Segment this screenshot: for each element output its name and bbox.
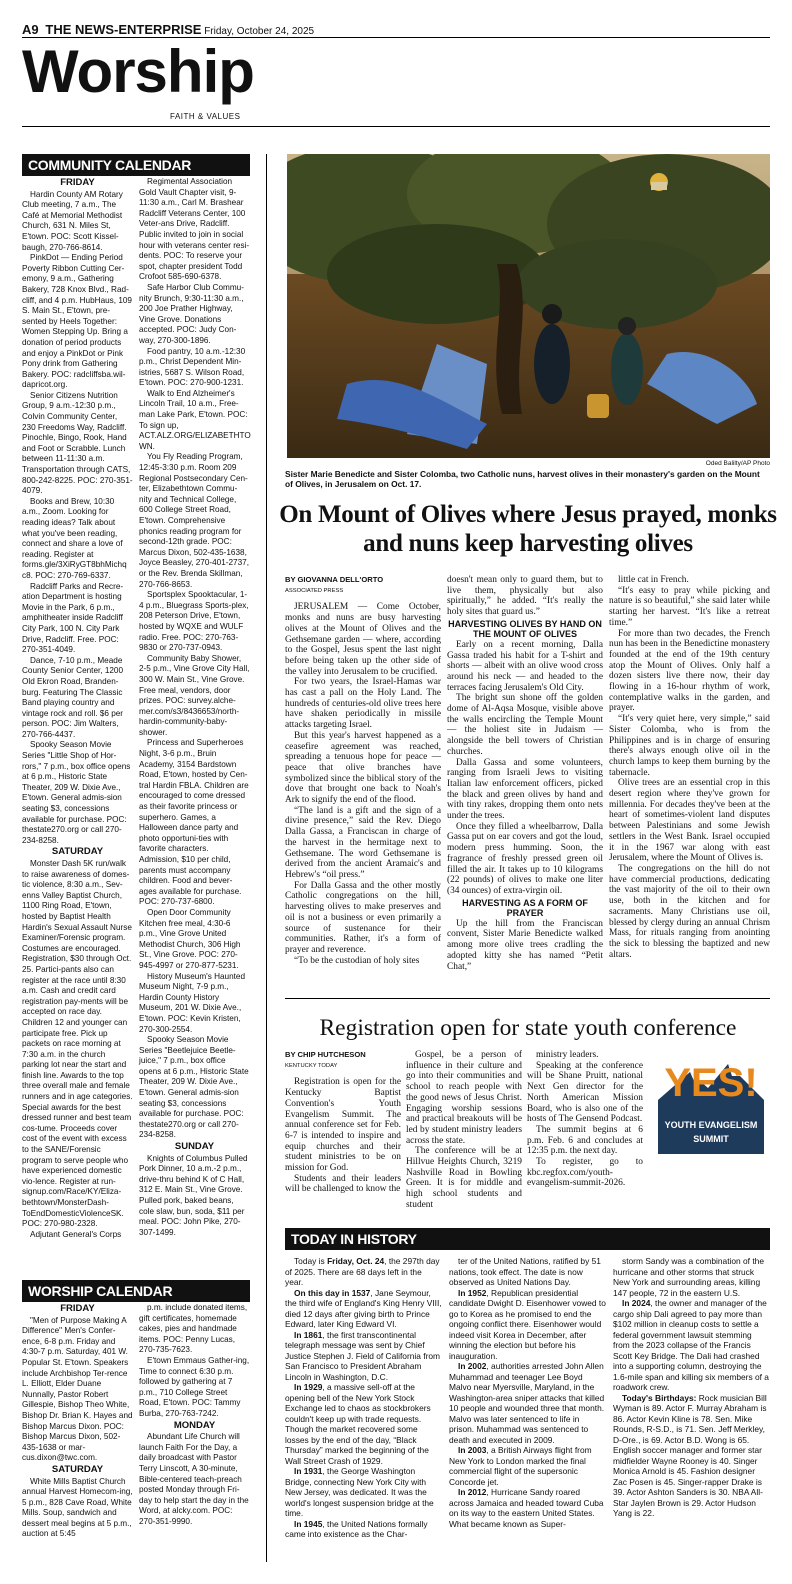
story-paragraph: The summit begins at 6 p.m. Feb. 6 and concludes at 12:35 p.m. the next day. xyxy=(527,1124,643,1157)
issue-date: Friday, October 24, 2025 xyxy=(204,26,315,37)
olives-subhead-1: HARVESTING OLIVES BY HAND ON THE MOUNT OF OLIVES xyxy=(448,618,602,639)
calendar-entry: Regimental Association Gold Vault Chapter visit, 9-11:30 a.m., Carl M. Brashear Radcliff Veterans Center, 100 Veter-ans Drive, Radcliff. Public invited to join in social hour with veterans center resi-dents. POC: To reserve your spot, chapter president Todd Crofoot 585-690-6378. xyxy=(139,177,250,282)
history-date-lead: Today's Birthdays: xyxy=(622,1392,697,1403)
calendar-entry: Adjutant General's Corps xyxy=(30,1229,122,1239)
olives-col2 xyxy=(447,575,603,972)
story-paragraph: “The land is a gift and the sign of a divine presence,” said the Rev. Diego Dalla Gassa, a Franciscan in charge of the harvest in the hermitage next to Gethsemane. The word Gethsemane is derived from the ancient Aramaic's and Hebrew's “oil press.” xyxy=(285,805,441,880)
column-divider xyxy=(266,154,267,1562)
calendar-entry: Radcliff Parks and Recre-ation Department is hosting Movie in the Park, 6 p.m., amphitheater inside Radcliff City Park, 100 N. City Park Drive, Radcliff. Free. POC: 270-351-4049. xyxy=(22,581,124,655)
olives-byline: BY GIOVANNA DELL'ORTO xyxy=(285,575,384,584)
history-text: , the United Nations formally came into existence as the Char- xyxy=(285,1518,428,1539)
history-date-lead: In 2024 xyxy=(622,1298,651,1308)
calendar-entry: Abundant Life Church will launch Faith For the Day, a daily broadcast with Pastor Terry Linscott, A 30-minute, Bible-centered teach-preach posted Monday through Fri-day to help start the day in the Word, at alcky.com. POC: 270-351-9990. xyxy=(139,1432,249,1526)
history-text: ter of the United Nations, ratified by 51 nations, took effect. The date is now observed as United Nations Day. xyxy=(449,1256,601,1287)
olives-col2-paragraphs xyxy=(447,640,603,897)
olives-col2-top: doesn't mean only to guard them, but to live them, physically but also spiritually,” he added. “It's really the holy sites that guard us.” xyxy=(447,575,603,618)
today-in-history-header: TODAY IN HISTORY xyxy=(285,1228,770,1250)
history-date-lead: In 2002 xyxy=(458,1361,487,1371)
history-text: , the George Washington Bridge, connecting New York City with New Jersey, was dedicated. It was the world's longest suspension bridge at the time. xyxy=(285,1466,434,1518)
calendar-entry: Spooky Season Movie Series "Little Shop of Hor-rors," 7 p.m., box office opens at 6 p.m., Historic State Theater, 209 W. Dixie Ave., E'town. General admis-sion seating $3, concessions available for purchase. POC: thestate270.org or call 270-234-8258. xyxy=(22,740,131,845)
page-number: A9 xyxy=(22,22,39,37)
youth-col3 xyxy=(527,1050,643,1189)
history-date-lead: In 1945 xyxy=(294,1518,323,1529)
paper-name: THE NEWS-ENTERPRISE xyxy=(45,22,202,37)
worship-calendar-col2 xyxy=(139,1303,250,1527)
calendar-entry: E'town Emmaus Gather-ing, Time to connect 6:30 p.m. followed by gathering at 7 p.m., 710 College Street Road, E'town. POC: Tammy Burba, 270-763-7242. xyxy=(139,1355,250,1418)
history-date-lead: In 2012 xyxy=(458,1487,487,1497)
story-paragraph: Olive trees are an essential crop in this desert region where they've grown for millennia. For decades they've been at the heart of sometimes-violent land disputes between Palestinians and some Jewish settlers in the West Bank. Israel occupied it in the 1967 war along with east Jerusalem, where the Mount of Olives is. xyxy=(609,778,770,864)
masthead-rule xyxy=(22,126,770,127)
history-col2 xyxy=(449,1256,606,1529)
story-paragraph: The congregations on the hill do not have commercial productions, dedicating the vast majority of the oil to their own use, both in the kitchen and for sacraments. Many Christians use oil, blessed by clergy during an annual Chrism Mass, for rituals ranging from anointing the sick to blessing the baptized and new altars. xyxy=(609,863,770,960)
olives-col1-paragraphs xyxy=(285,602,441,966)
story-paragraph: JERUSALEM — Come October, monks and nuns are busy harvesting olives at the Mount of Olives and the Gethsemane garden — where, according to the Gospel, Jesus spent the last night before being taken up the other side of the valley into Jerusalem to be crucified. xyxy=(285,602,441,677)
calendar-entry: You Fly Reading Program, 12:45-3:30 p.m. Room 209 Regional Postsecondary Cen-ter, Elizabethtown Commu-nity and Technical College, 600 College Street Road, E'town. Comprehensive phonics reading program for second-12th grade. POC: Marcus Dixon, 502-435-1638, Joyce Beasley, 270-401-2737, or the Rev. Brenda Skillman, 270-766-8653. xyxy=(139,452,249,589)
calendar-entry: Community Baby Shower, 2-5 p.m., Vine Grove City Hall, 300 W. Main St., Vine Grove. Free meal, vendors, door prizes. POC: survey.alche-mer.com/s3/8436653/north-hardin-community-baby-shower. xyxy=(139,653,250,737)
calendar-day-heading: SATURDAY xyxy=(51,1463,104,1475)
history-date-lead: In 1952 xyxy=(458,1287,487,1298)
history-text: storm Sandy was a combination of the hurricane and other storms that struck New York and surrounding areas, killing 147 people, 72 in the eastern U.S. xyxy=(613,1256,764,1298)
history-text: , the owner and manager of the cargo ship Dali agreed to pay more than $102 million in cleanup costs to settle a federal government lawsuit stemming from the 2023 collapse of the Francis Scott Key Bridge. The Dali had crashed into a supporting column, destroying the 1.6-mile span and killing six members of a roadwork crew. xyxy=(613,1298,769,1392)
story-paragraph: For more than two decades, the French nun has been in the Benedictine monastery founded at the end of the 19th century atop the Mount of Olives. Only half a dozen sisters live there now, their day flowing in a 16-hour rhythm of work, contemplative walks in the garden, and prayer. xyxy=(609,628,770,714)
yes-summit-logo xyxy=(650,1050,772,1160)
calendar-day-heading: MONDAY xyxy=(173,1419,216,1431)
olives-col2-bottom: Up the hill from the Franciscan convent, Sister Marie Benedicte walked among more olive trees cradling the adopted kitty she has named “Petit Chat,” xyxy=(447,918,603,972)
story-paragraph: “It's easy to pray while picking and nature is so beautiful,” she said later while starting her harvest. “It's like a retreat time.” xyxy=(609,585,770,628)
history-date-lead: In 2003 xyxy=(458,1445,487,1455)
calendar-entry: "Men of Purpose Making A Difference" Men's Confer-ence, 6-8 p.m. Friday and 4:30-7 p.m. Saturday, 401 W. Popular St. E'town. Speakers include Archbishop Ter-rence L. Elliott, Elder Duane Nunnally, Pastor Robert Gillespie, Bishop Theo White, Bishop Dr. Brian K. Hayes and Bishop Marcus Dixon. POC: Bishop Marcus Dixon, 502-435-1638 or mar-cus.dixon@twc.com. xyxy=(22,1315,133,1463)
youth-col1-paragraphs xyxy=(285,1077,401,1195)
calendar-entry: Knights of Columbus Pulled Pork Dinner, 10 a.m.-2 p.m., drive-thru behind K of C Hall, 312 E. Main St., Vine Grove. Pulled pork, baked beans, cole slaw, bun, soda, $11 per meal. POC: John Pike, 270-307-1499. xyxy=(139,1153,248,1237)
history-date-lead: On this day in 1537 xyxy=(294,1287,371,1298)
olives-headline: On Mount of Olives where Jesus prayed, monks and nuns keep harvesting olives xyxy=(279,501,777,557)
history-entry xyxy=(449,1288,606,1362)
story-paragraph: ministry leaders. xyxy=(536,1050,599,1060)
yes-logo-line2: SUMMIT xyxy=(693,1134,729,1144)
calendar-entry: PinkDot — Ending Period Poverty Ribbon Cutting Cer-emony, 9 a.m., Gathering Bakery, 728 Knox Blvd., Rad-cliff, and 4 p.m. HubHaus, 109 S. Main St., E'town, pre-sented by Heels Together: Women Stepping Up. Bring a donation of period products and enjoy a PinkDot or Pink Pony drink from Gathering Bakery. POC: radcliffsba.wil-dapricot.org. xyxy=(22,253,132,390)
calendar-day-heading: SATURDAY xyxy=(51,846,104,858)
story-paragraph: The conference will be at Hillvue Heights Church, 3219 Nashville Road in Bowling Green. It is for middle and high school students and student xyxy=(406,1146,522,1210)
youth-col2-paragraphs xyxy=(406,1050,522,1211)
calendar-day-heading: SUNDAY xyxy=(174,1141,215,1153)
calendar-entry: Walk to End Alzheimer's Lincoln Trail, 10 a.m., Free-man Lake Park, E'town. POC: To sign up, ACT.ALZ.ORG/ELIZABETHTO WN. xyxy=(139,388,251,451)
history-entry xyxy=(285,1382,442,1466)
calendar-entry: White Mills Baptist Church annual Harvest Homecom-ing, 5 p.m., 828 Cave Road, White Mills. Soup, sandwich and dessert meal begins at 5 p.m., auction at 5:45 xyxy=(22,1476,133,1539)
history-entry xyxy=(285,1466,442,1519)
story-paragraph: For Dalla Gassa and the other mostly Catholic congregations on the hill, harvesting olives to make preserves and oil is not a business or even primarily a source of sustenance for their communities. Rather, it's a form of prayer and reverence. xyxy=(285,880,441,955)
calendar-entry: Hardin County AM Rotary Club meeting, 7 a.m., The Café at Memorial Methodist Church, 631 N. Miles St, E'town. POC: Scott Kissel-baugh, 270-766-8614. xyxy=(22,189,123,252)
story-paragraph: But this year's harvest happened as a ceasefire agreement was reached, spreading a tenuous hope for peace — peace that olive branches have symbolized since the biblical story of the dove that brought one back to Noah's Ark to signify the end of the flood. xyxy=(285,730,441,806)
yes-logo-text: YES! xyxy=(664,1061,758,1105)
story-paragraph: Once they filled a wheelbarrow, Dalla Gassa put on ear covers and got the loud, modern press humming. Soon, the fragrance of freshly pressed green oil filled the air. It takes up to 10 kilograms (22 pounds) of olives to make one liter (34 ounces) of extra-virgin oil. xyxy=(447,821,603,896)
section-title: Worship xyxy=(22,38,254,105)
calendar-entry: Food pantry, 10 a.m.-12:30 p.m., Christ Dependent Min-istries, 5687 S. Wilson Road, E'town. POC: 270-900-1231. xyxy=(139,346,246,388)
story-paragraph: Registration is open for the Kentucky Baptist Convention's Youth Evangelism Summit. The annual conference set for Feb. 6-7 is intended to inspire and equip churches and their student ministries to be on mission for God. xyxy=(285,1077,401,1174)
olives-col1 xyxy=(285,575,441,966)
photo-caption: Sister Marie Benedicte and Sister Colomba, two Catholic nuns, harvest olives in their monastery's garden on the Mount of Olives, in Jerusalem on Oct. 17. xyxy=(285,469,760,490)
olives-subhead-2: HARVESTING AS A FORM OF PRAYER xyxy=(462,897,588,918)
history-date-lead: In 1861 xyxy=(294,1329,323,1340)
history-text: Today is xyxy=(294,1256,328,1266)
calendar-entry: Sportsplex Spooktacular, 1-4 p.m., Bluegrass Sports-plex, 208 Peterson Drive, E'town, hosted by WQXE and WULF radio. Free. POC: 270-763-9830 or 270-737-0943. xyxy=(139,590,249,653)
youth-byline: BY CHIP HUTCHESON xyxy=(285,1050,366,1059)
calendar-entry: p.m. include donated items, gift certificates, homemade cakes, pies and handmade items. POC: Penny Lucas, 270-735-7623. xyxy=(139,1303,248,1355)
story-paragraph: Students and their leaders will be challenged to know the xyxy=(285,1173,401,1195)
photo-illustration xyxy=(287,154,770,458)
youth-headline: Registration open for state youth conference xyxy=(319,1015,737,1041)
history-text: Rock musician Bill Wyman is 89. Actor F. Murray Abraham is 86. Actor Kevin Kline is 78. Sen. Mike Rounds, R-S.D., is 71. Sen. Jeff Merkley, D-Ore., is 69. Actor B.D. Wong is 65. English soccer manager and former star midfielder Wayne Rooney is 40. Singer Monica Arnold is 45. Fashion designer Zac Posen is 45. Singer-rapper Drake is 39. Actor Ashton Sanders is 30. NBA All-Star Jaylen Brown is 29. Actor Hudson Yang is 22. xyxy=(613,1392,767,1518)
history-entry xyxy=(449,1361,606,1445)
olives-byline-org: ASSOCIATED PRESS xyxy=(285,587,344,594)
history-text: , Jane Seymour, the third wife of England's King Henry VIII, died 12 days after giving birth to Prince Edward, later King Edward VI. xyxy=(285,1287,442,1329)
history-entry xyxy=(613,1298,770,1393)
story-paragraph: Speaking at the conference will be Shane Pruitt, national Next Gen director for the North American Mission Board, who is also one of the hosts of The Gensend Podcast. xyxy=(527,1060,643,1125)
story-paragraph: To register, go to kbc.regfox.com/youth-evangelism-summit-2026. xyxy=(527,1157,643,1189)
folio-line xyxy=(22,22,314,37)
calendar-entry: Monster Dash 5K run/walk to raise awareness of domes-tic violence, 8:30 a.m., Sev-enns Valley Baptist Church, 1100 Ring Road, E'town, hosted by Baptist Health Hardin's Sexual Assault Nurse Examiner/Forensic program. Costumes are encouraged. Registration, $30 through Oct. 25. Partici-pants also can register at the race until 8:30 a.m. Cash and credit card registration pay-ments will be accepted on race day. Children 12 and younger can participate free. Pick up packets on race morning at 7:30 a.m. in the church parking lot near the start and finish line. Awards to the top three overall male and female runners and in age categories. Special awards for the best dressed runner and best team cos-tume. Proceeds cover cost of the event with excess to the SANE/Forensic program to serve people who have experienced domestic vio-lence. Register at run-signup.com/Race/KY/Eliza-bethtown/MonsterDash-ToEndDomesticViolenceSK. POC: 270-980-2328. xyxy=(22,859,133,1229)
worship-calendar-header: WORSHIP CALENDAR xyxy=(22,1280,250,1302)
history-date-lead: In 1931 xyxy=(294,1466,323,1476)
history-text: , the first transcontinental telegraph message was sent by Chief Justice Stephen J. Field of California from San Francisco to President Abraham Lincoln in Washington, D.C. xyxy=(285,1329,441,1382)
history-text: , the 297th day of 2025. There are 68 days left in the year. xyxy=(285,1256,440,1287)
olives-col3 xyxy=(609,575,770,960)
olive-harvest-photo xyxy=(287,154,770,458)
community-calendar-col2 xyxy=(139,177,250,1238)
community-calendar-col1 xyxy=(22,177,133,1240)
history-entry xyxy=(285,1519,442,1540)
story-paragraph: Dalla Gassa and some volunteers, ranging from Israeli Jews to visiting Italian law enforcement officers, picked the black and green olives by hand and with tiny rakes, dropping them onto nets under the trees. xyxy=(447,757,603,822)
history-entry xyxy=(613,1256,770,1298)
worship-calendar-col1 xyxy=(22,1303,133,1540)
history-entry xyxy=(449,1487,606,1529)
history-text: , Republican presidential candidate Dwight D. Eisenhower vowed to go to Korea as he promised to end the ongoing conflict there. Eisenhower would indeed visit Korea in December, after winning the election but before his inauguration. xyxy=(449,1287,606,1361)
calendar-day-heading: FRIDAY xyxy=(60,1303,95,1314)
yes-logo-line1: YOUTH EVANGELISM xyxy=(664,1120,758,1130)
youth-byline-org: KENTUCKY TODAY xyxy=(285,1062,338,1069)
history-entry xyxy=(285,1288,442,1330)
youth-col3-paragraphs xyxy=(527,1050,643,1189)
calendar-entry: Spooky Season Movie Series "Beetlejuice Beetle-juice," 7 p.m., box office opens at 6 p.m., Historic State Theater, 209 W. Dixie Ave., E'town. General admis-sion seating $3, concessions available for purchase. POC: thestate270.org or call 270-234-8258. xyxy=(139,1035,249,1140)
olives-col3-paragraphs xyxy=(609,575,770,960)
history-text: , a British Airways flight from New York to London marked the final commercial flight of the supersonic Concorde jet. xyxy=(449,1445,592,1487)
story-paragraph: The bright sun shone off the golden dome of Al-Aqsa Mosque, visible above the walls encircling the Temple Mount — the holiest site in Judaism — alongside the bell towers of Christian churches. xyxy=(447,693,603,757)
calendar-entry: Senior Citizens Nutrition Group, 9 a.m.-12:30 p.m., Colvin Community Center, 230 Freedoms Way, Radcliff. Pinochle, Bingo, Rook, Hand and Foot or Scrabble. Lunch between 11-11:30 a.m. Transportation through CATS, 800-242-8225. POC: 270-351-4079. xyxy=(22,390,133,496)
story-divider-1 xyxy=(285,998,770,999)
history-text: , authorities arrested John Allen Muhammad and teenager Lee Boyd Malvo near Myersville, Maryland, in the Washington-area sniper attacks that killed 10 people and wounded three that month. Malvo was later sentenced to life in prison. Muhammad was sentenced to death and executed in 2009. xyxy=(449,1361,605,1445)
history-col1 xyxy=(285,1256,442,1540)
story-paragraph: Early on a recent morning, Dalla Gassa traded his habit for a T-shirt and shorts — albeit with an olive wood cross around his neck — and headed to the terraces facing Jerusalem's Old City. xyxy=(447,639,603,693)
photo-credit: Oded Balilty/AP Photo xyxy=(705,460,770,467)
history-text: , a massive sell-off at the opening bell of the New York Stock Exchange led to chaos as stockbrokers couldn't keep up with trade requests. Though the market recovered some losses by the end of the day, “Black Thursday” marked the beginning of the Wall Street Crash of 1929. xyxy=(285,1382,431,1466)
calendar-entry: Books and Brew, 10:30 a.m., Zoom. Looking for reading ideas? Talk about what you've been reading, connect and share a love of reading. Register at forms.gle/3XiRyGT8bhMichq c8. POC: 270-769-6337. xyxy=(22,496,127,580)
history-entry xyxy=(449,1256,606,1288)
history-date-lead: Friday, Oct. 24 xyxy=(327,1256,385,1266)
section-subtitle: FAITH & VALUES xyxy=(170,112,241,121)
history-entry xyxy=(449,1445,606,1487)
history-entry xyxy=(285,1330,442,1383)
calendar-day-heading: FRIDAY xyxy=(60,177,95,188)
story-paragraph: “To be the custodian of holy sites xyxy=(294,955,420,966)
history-entry xyxy=(285,1256,442,1288)
story-paragraph: Gospel, be a person of influence in their culture and go into their communities and school to reach people with the good news of Jesus Christ. Engaging worship sessions and practical breakouts will be led by student ministry leaders across the state. xyxy=(406,1050,522,1146)
history-text: , Hurricane Sandy roared across Jamaica and headed toward Cuba on its way to the eastern United States. What became known as Super- xyxy=(449,1487,604,1529)
story-paragraph: “It's very quiet here, very simple,” said Sister Colomba, who is from the Philippines and is in charge of ensuring there's always enough olive oil in the church lamps to keep them burning by the tabernacle. xyxy=(609,714,770,778)
calendar-entry: History Museum's Haunted Museum Night, 7-9 p.m., Hardin County History Museum, 201 W. Dixie Ave., E'town. POC: Kevin Kristen, 270-300-2554. xyxy=(139,971,246,1034)
calendar-entry: Safe Harbor Club Commu-nity Brunch, 9:30-11:30 a.m., 200 Joe Prather Highway, Vine Grove. Donations accepted. POC: Judy Con-way, 270-300-1896. xyxy=(139,282,244,345)
calendar-entry: Princess and Superheroes Night, 3-6 p.m., Bruin Academy, 3154 Bardstown Road, E'town, hosted by Cen-tral Hardin FBLA. Children are encouraged to come dressed as their favorite princess or superhero. Games, a Halloween dance party and photo opportuni-ties with favorite characters. Admission, $10 per child, parents must accompany children. Food and bever-ages available for purchase. POC: 270-737-6800. xyxy=(139,738,249,907)
youth-col2 xyxy=(406,1050,522,1211)
story-paragraph: little cat in French. xyxy=(618,575,689,585)
calendar-entry: Dance, 7-10 p.m., Meade County Senior Center, 1200 Old Ekron Road, Branden-burg. Featuring The Classic Band playing country and vintage rock and roll. $6 per person. POC: Jim Walters, 270-766-4437. xyxy=(22,655,124,739)
calendar-entry: Open Door Community Kitchen free meal, 4:30-6 p.m., Vine Grove United Methodist Church, 306 High St., Vine Grove. POC: 270-945-4997 or 270-877-5231. xyxy=(139,907,241,970)
story-paragraph: For two years, the Israel-Hamas war has cast a pall on the Holy Land. The hundreds of centuries-old olive trees here have shaken periodically in missile attacks targeting Israel. xyxy=(285,677,441,731)
youth-col1 xyxy=(285,1050,401,1195)
community-calendar-header: COMMUNITY CALENDAR xyxy=(22,154,250,176)
history-date-lead: In 1929 xyxy=(294,1382,323,1392)
history-entry xyxy=(613,1393,770,1519)
history-col3 xyxy=(613,1256,770,1519)
